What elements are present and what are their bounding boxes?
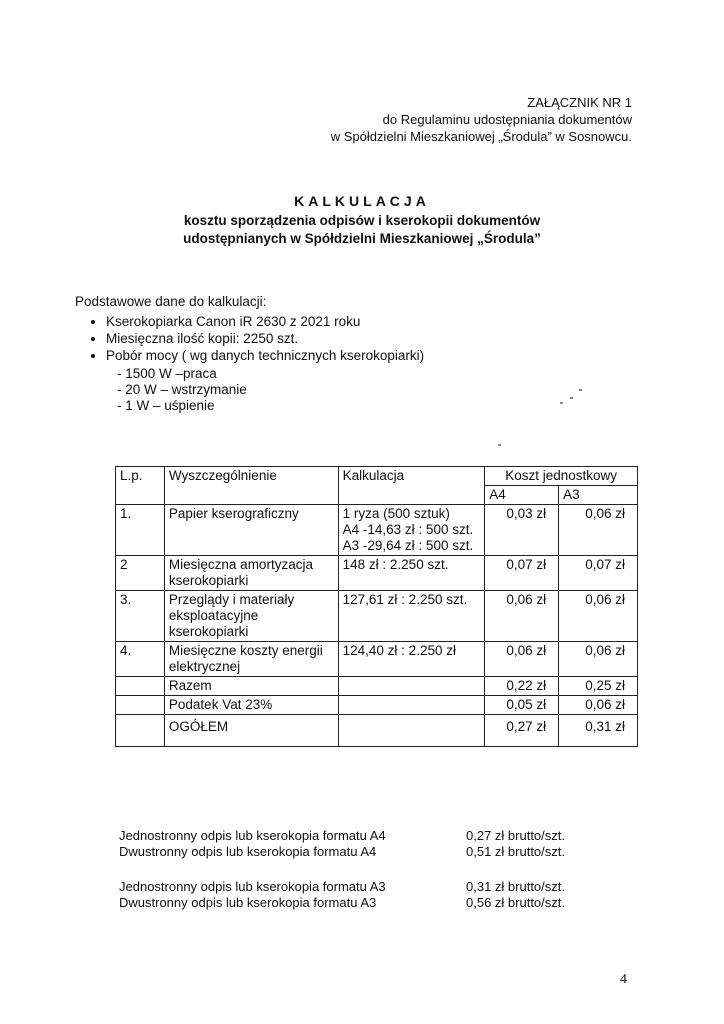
calculation-table [115, 466, 638, 747]
scan-speck [498, 444, 501, 446]
grand-total-row [116, 715, 638, 747]
grand-total-label: OGÓŁEM [164, 715, 338, 747]
row-item: Miesięczne koszty energii elektrycznej [164, 642, 338, 677]
header-lp: L.p. [116, 467, 165, 505]
summary-label: Dwustronny odpis lub kserokopia formatu A4 [119, 844, 377, 859]
row-lp: 2 [116, 556, 165, 591]
row-item: Papier kserograficzny [164, 505, 338, 556]
row-lp: 3. [116, 591, 165, 642]
power-work: - 1500 W –praca [117, 366, 217, 381]
row-a4: 0,03 zł [485, 505, 559, 556]
scan-speck [579, 389, 582, 391]
table-row [116, 505, 638, 556]
calc-line: A4 -14,63 zł : 500 szt. [342, 522, 474, 537]
row-a4: 0,06 zł [485, 591, 559, 642]
summary-value: 0,31 zł brutto/szt. [466, 879, 565, 894]
header-item: Wyszczególnienie [164, 467, 338, 505]
total-row [116, 677, 638, 696]
table-header-row [116, 467, 638, 486]
header-unit-cost: Koszt jednostkowy [485, 467, 638, 486]
table-row [116, 556, 638, 591]
row-a3: 0,07 zł [559, 556, 638, 591]
table-row [116, 591, 638, 642]
annex-number: ZAŁĄCZNIK NR 1 [527, 95, 632, 110]
row-a3: 0,06 zł [559, 591, 638, 642]
calc-line: 1 ryza (500 sztuk) [342, 506, 450, 521]
row-calc: 148 zł : 2.250 szt. [338, 556, 485, 591]
list-item: • Kserokopiarka Canon iR 2630 z 2021 roku [106, 313, 424, 330]
row-lp: 4. [116, 642, 165, 677]
row-item: Miesięczna amortyzacja kserokopiarki [164, 556, 338, 591]
header-a3: A3 [559, 486, 638, 505]
summary-value: 0,56 zł brutto/szt. [466, 895, 565, 910]
document-subtitle-line1: kosztu sporządzenia odpisów i kserokopii dokumentów [183, 213, 541, 228]
scan-speck [570, 397, 573, 399]
document-subtitle-line2: udostępnianych w Spółdzielni Mieszkaniowej „Środula” [183, 231, 541, 246]
row-a3: 0,06 zł [559, 505, 638, 556]
summary-label: Dwustronny odpis lub kserokopia formatu A3 [119, 895, 377, 910]
row-a4: 0,06 zł [485, 642, 559, 677]
row-item: Przeglądy i materiały eksploatacyjne kserokopiarki [164, 591, 338, 642]
vat-row [116, 696, 638, 715]
row-a3: 0,06 zł [559, 642, 638, 677]
document-title: KALKULACJA [294, 193, 430, 209]
header-calc: Kalkulacja [338, 467, 485, 505]
calc-line: A3 -29,64 zł : 500 szt. [342, 538, 474, 553]
list-item: • Miesięczna ilość kopii: 2250 szt. [106, 330, 424, 347]
summary-value: 0,27 zł brutto/szt. [466, 828, 565, 843]
row-calc: 124,40 zł : 2.250 zł [338, 642, 485, 677]
row-lp: 1. [116, 505, 165, 556]
summary-value: 0,51 zł brutto/szt. [466, 844, 565, 859]
table-row [116, 642, 638, 677]
summary-label: Jednostronny odpis lub kserokopia formatu A3 [119, 879, 386, 894]
basic-data-list [88, 313, 424, 364]
header-a4: A4 [485, 486, 559, 505]
annex-reference: do Regulaminu udostępniania dokumentów [382, 112, 632, 127]
power-sleep: - 1 W – uśpienie [117, 398, 215, 413]
row-calc: 127,61 zł : 2.250 szt. [338, 591, 485, 642]
vat-a3: 0,06 zł [559, 696, 638, 715]
total-a4: 0,22 zł [485, 677, 559, 696]
total-a3: 0,25 zł [559, 677, 638, 696]
scan-speck [560, 402, 563, 404]
grand-total-a3: 0,31 zł [559, 715, 638, 747]
summary-label: Jednostronny odpis lub kserokopia formatu A4 [119, 828, 386, 843]
basic-data-heading: Podstawowe dane do kalkulacji: [75, 294, 267, 309]
annex-cooperative: w Spółdzielni Mieszkaniowej „Środula” w Sosnowcu. [330, 129, 632, 144]
grand-total-a4: 0,27 zł [485, 715, 559, 747]
power-standby: - 20 W – wstrzymanie [117, 382, 247, 397]
total-label: Razem [164, 677, 338, 696]
list-item: • Pobór mocy ( wg danych technicznych kserokopiarki) [106, 347, 424, 364]
vat-a4: 0,05 zł [485, 696, 559, 715]
row-calc [338, 505, 485, 556]
page-number: 4 [620, 972, 627, 987]
vat-label: Podatek Vat 23% [164, 696, 338, 715]
row-a4: 0,07 zł [485, 556, 559, 591]
